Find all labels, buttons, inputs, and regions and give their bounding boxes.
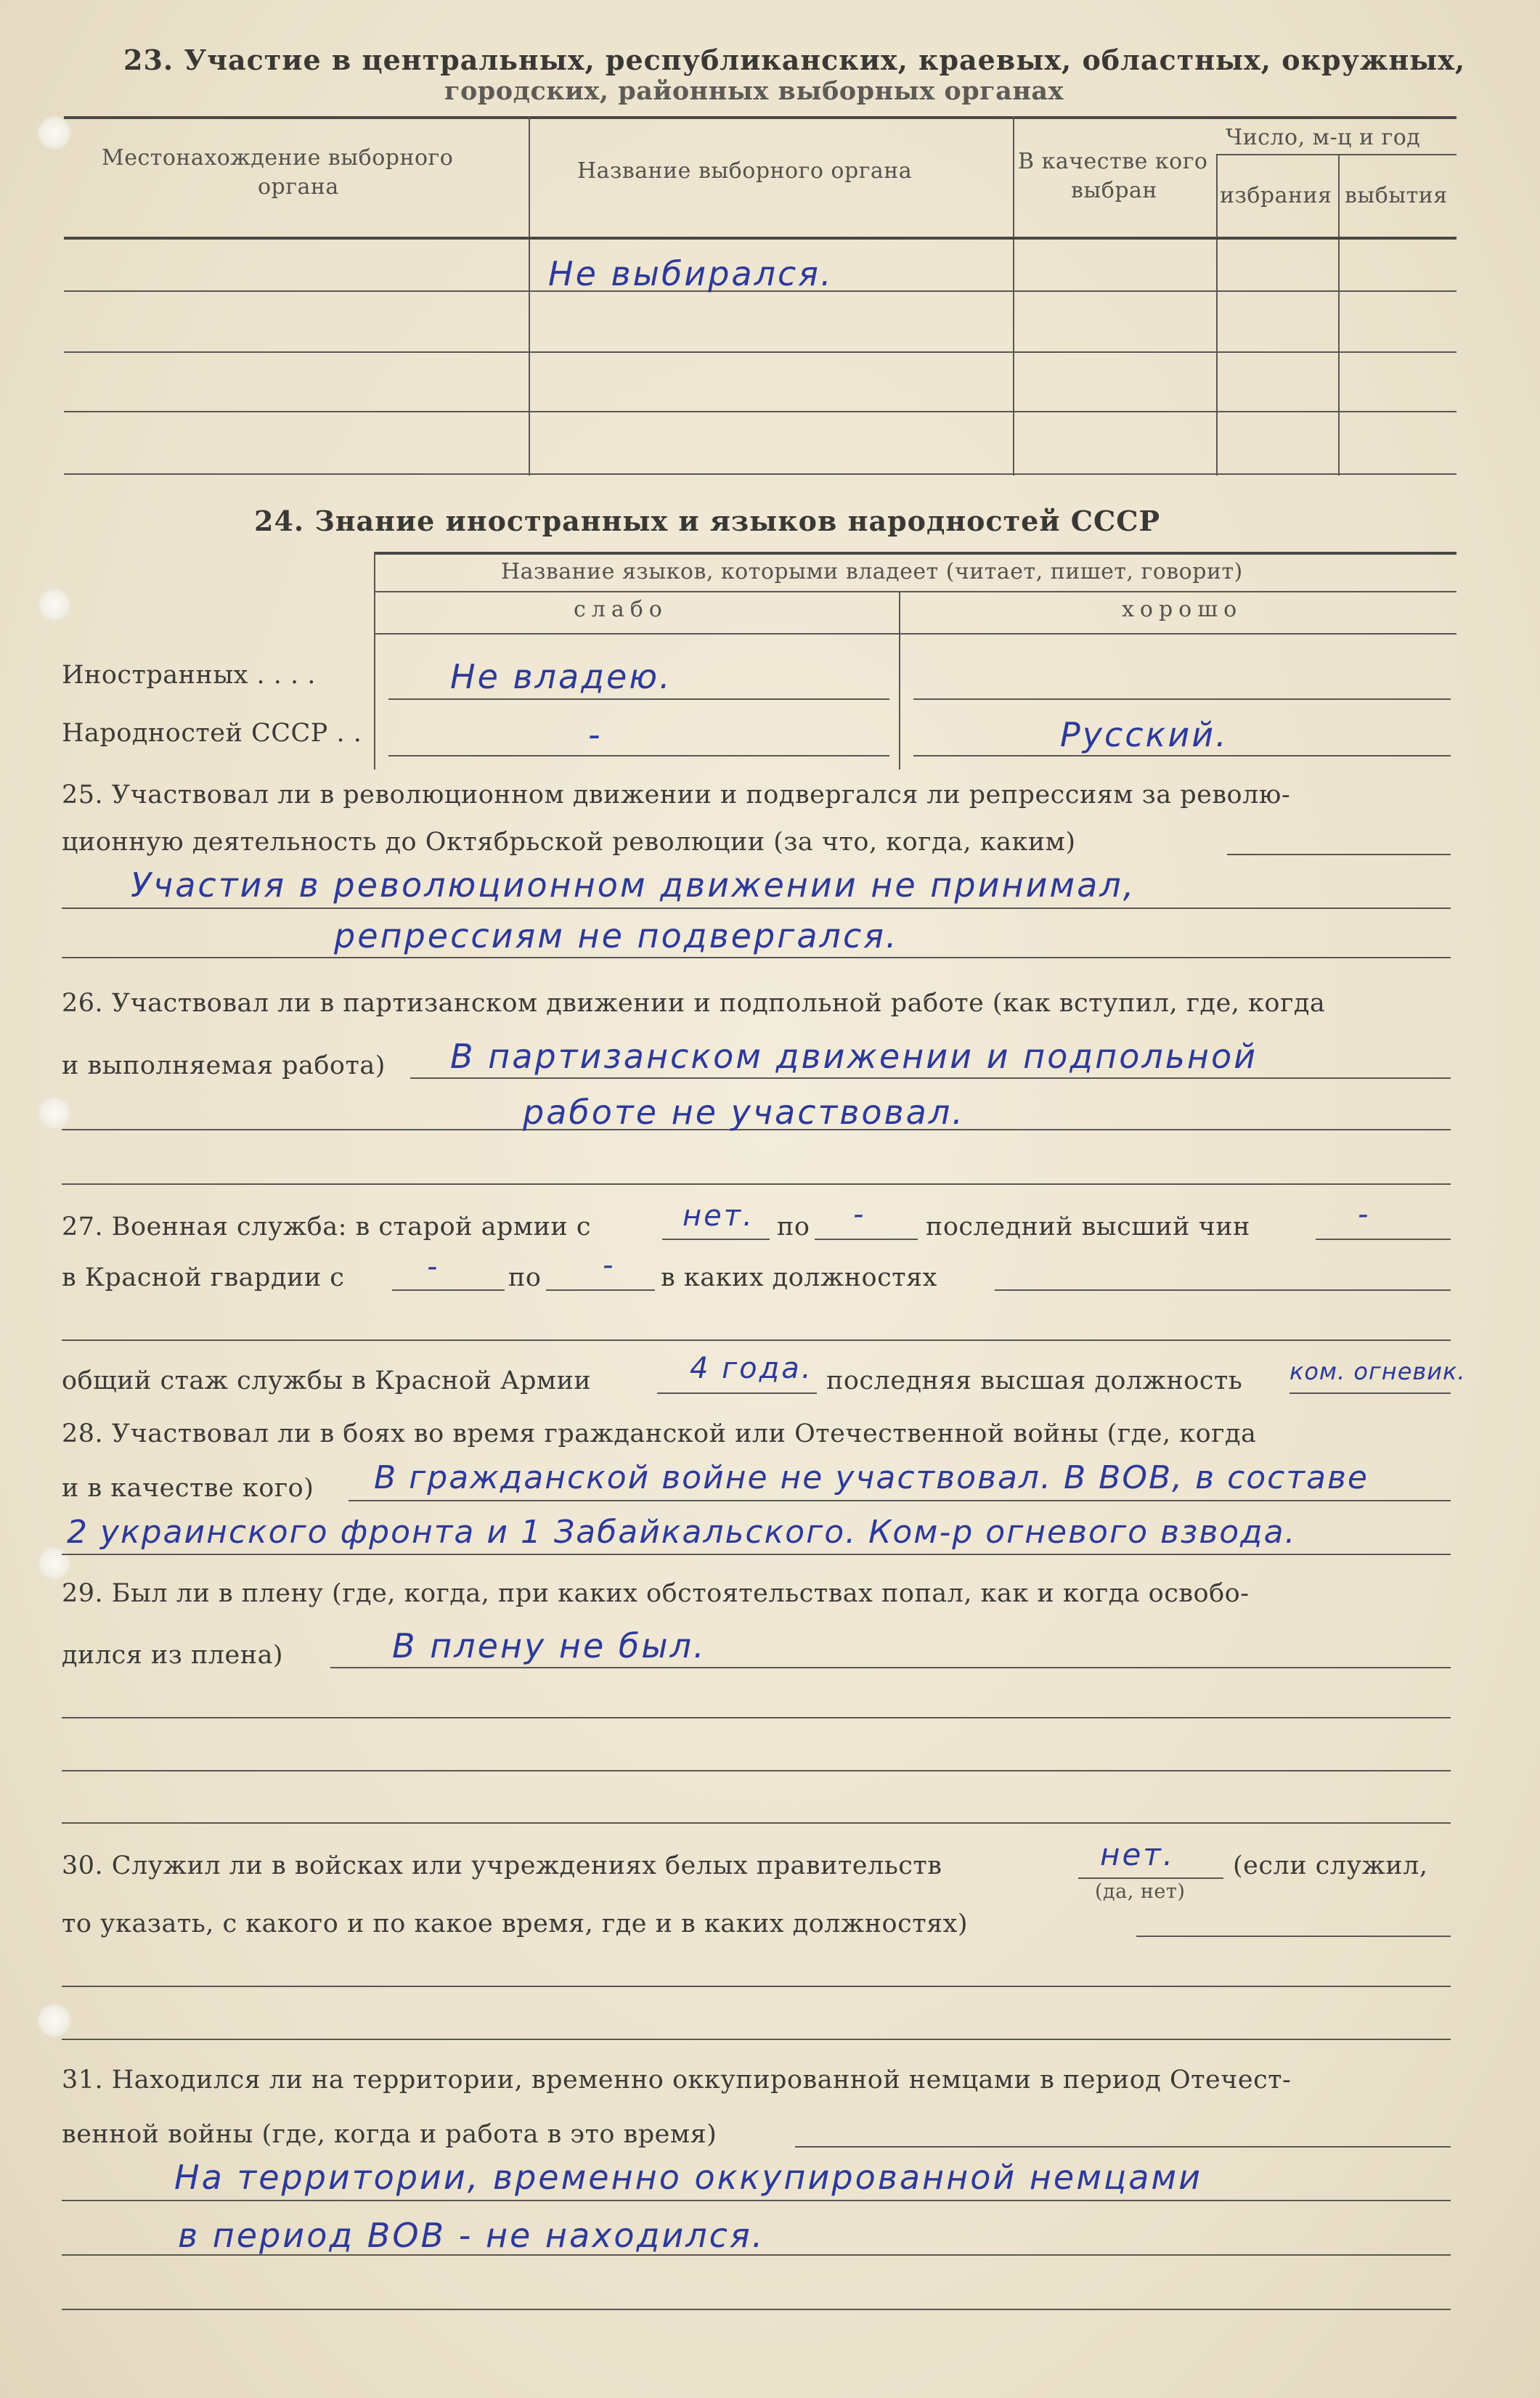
s26-question-line1: 26. Участвовал ли в партизанском движении и подпольной работе (как вступил, где, когда bbox=[62, 989, 1326, 1018]
s23-col-location-2: органа bbox=[258, 174, 339, 200]
punch-hole bbox=[38, 1546, 71, 1580]
s29-question-line1: 29. Был ли в плену (где, когда, при каких обстоятельствах попал, как и когда освобо- bbox=[62, 1579, 1250, 1608]
s31-question-line1: 31. Находился ли на территории, временно оккупированной немцами в период Отечест- bbox=[62, 2065, 1292, 2095]
s25-question-line1: 25. Участвовал ли в революционном движении и подвергался ли репрессиям за револю- bbox=[62, 780, 1291, 809]
s23-col-date: Число, м-ц и год bbox=[1226, 125, 1421, 150]
punch-hole bbox=[38, 588, 71, 621]
s24-title: 24. Знание иностранных и языков народностей СССР bbox=[254, 505, 1161, 537]
s23-col-name: Название выборного органа bbox=[577, 158, 913, 184]
s27-last-post: ком. огневик. bbox=[1290, 1358, 1466, 1385]
s27-old-from: нет. bbox=[683, 1199, 754, 1233]
s25-answer-line1: Участия в революционном движении не принимал, bbox=[131, 865, 1136, 905]
s27-last-rank: - bbox=[1358, 1198, 1371, 1231]
s30-question-line1: 30. Служил ли в войсках или учреждениях белых правительств bbox=[62, 1851, 942, 1880]
s27-red-guard-label: в Красной гвардии с bbox=[62, 1263, 345, 1292]
s24-table-top-rule bbox=[374, 552, 1457, 555]
s27-old-to: - bbox=[853, 1198, 866, 1231]
s27-rg-to-label: по bbox=[508, 1263, 542, 1292]
punch-hole bbox=[38, 1096, 71, 1130]
s25-answer-line2: репрессиям не подвергался. bbox=[334, 916, 899, 955]
s24-good: хорошо bbox=[1122, 597, 1243, 622]
s28-answer-line2: 2 украинского фронта и 1 Забайкальского. Ком-р огневого взвода. bbox=[67, 1514, 1297, 1551]
s23-col-location: Местонахождение выборного bbox=[102, 145, 454, 171]
s27-last-rank-label: последний высший чин bbox=[926, 1212, 1250, 1241]
s27-rg-to: - bbox=[603, 1249, 616, 1282]
s23-title: 23. Участие в центральных, республиканских, краевых, областных, окружных, bbox=[123, 44, 1466, 76]
s30-question-line2: то указать, с какого и по какое время, где и в каких должностях) bbox=[62, 1909, 969, 1938]
s26-question-line2: и выполняемая работа) bbox=[62, 1051, 386, 1080]
s24-ussr-good: Русский. bbox=[1060, 715, 1229, 754]
s28-question-line1: 28. Участвовал ли в боях во время гражданской или Отечественной войны (где, когда bbox=[62, 1419, 1257, 1448]
s28-question-line2: и в качестве кого) bbox=[62, 1474, 314, 1503]
s25-question-line2: ционную деятельность до Октябрьской революции (за что, когда, каким) bbox=[62, 828, 1076, 857]
s29-question-line2: дился из плена) bbox=[62, 1641, 284, 1670]
s23-title-line2: городских, районных выборных органах bbox=[444, 76, 1064, 106]
s27-rg-from: - bbox=[427, 1250, 440, 1284]
s24-ussr-weak: - bbox=[588, 715, 603, 754]
s23-col-as-whom: В качестве кого bbox=[1018, 149, 1208, 174]
punch-hole bbox=[38, 116, 71, 150]
s28-answer-line1: В гражданской войне не участвовал. В ВОВ, в составе bbox=[374, 1459, 1369, 1496]
s23-col-elected: избрания bbox=[1220, 183, 1332, 208]
s30-answer: нет. bbox=[1100, 1837, 1176, 1872]
s24-foreign-weak: Не владею. bbox=[450, 657, 672, 696]
s29-answer: В плену не был. bbox=[392, 1626, 706, 1665]
s30-question-line1-tail: (если служил, bbox=[1233, 1851, 1428, 1880]
s31-answer-line2: в период ВОВ - не находился. bbox=[178, 2216, 765, 2255]
s27-total-service-label: общий стаж службы в Красной Армии bbox=[62, 1366, 592, 1395]
punch-hole bbox=[38, 2004, 71, 2037]
s24-row-foreign: Иностранных . . . . bbox=[62, 661, 316, 690]
s26-answer-line2: работе не участвовал. bbox=[523, 1093, 965, 1132]
s24-row-ussr: Народностей СССР . . bbox=[62, 719, 362, 748]
s31-answer-line1: На территории, временно оккупированной немцами bbox=[174, 2158, 1203, 2197]
s23-col-as-whom-2: выбран bbox=[1071, 178, 1157, 203]
s27-total-service: 4 года. bbox=[690, 1352, 813, 1385]
s27-old-army-label: 27. Военная служба: в старой армии с bbox=[62, 1212, 591, 1241]
s30-hint: (да, нет) bbox=[1095, 1880, 1186, 1903]
s23-answer: Не выбирался. bbox=[548, 254, 834, 293]
s23-table-top-rule bbox=[64, 116, 1457, 119]
s31-question-line2: венной войны (где, когда и работа в это время) bbox=[62, 2120, 717, 2149]
s24-weak: слабо bbox=[574, 597, 668, 622]
s26-answer-line1: В партизанском движении и подпольной bbox=[450, 1037, 1258, 1076]
s27-old-to-label: по bbox=[777, 1212, 810, 1241]
s23-header-rule bbox=[64, 237, 1457, 240]
s27-rg-posts-label: в каких должностях bbox=[661, 1263, 937, 1292]
s23-col-left: выбытия bbox=[1345, 183, 1448, 208]
s27-last-post-label: последняя высшая должность bbox=[826, 1366, 1243, 1395]
s24-subheader: Название языков, которыми владеет (читает, пишет, говорит) bbox=[501, 559, 1243, 584]
